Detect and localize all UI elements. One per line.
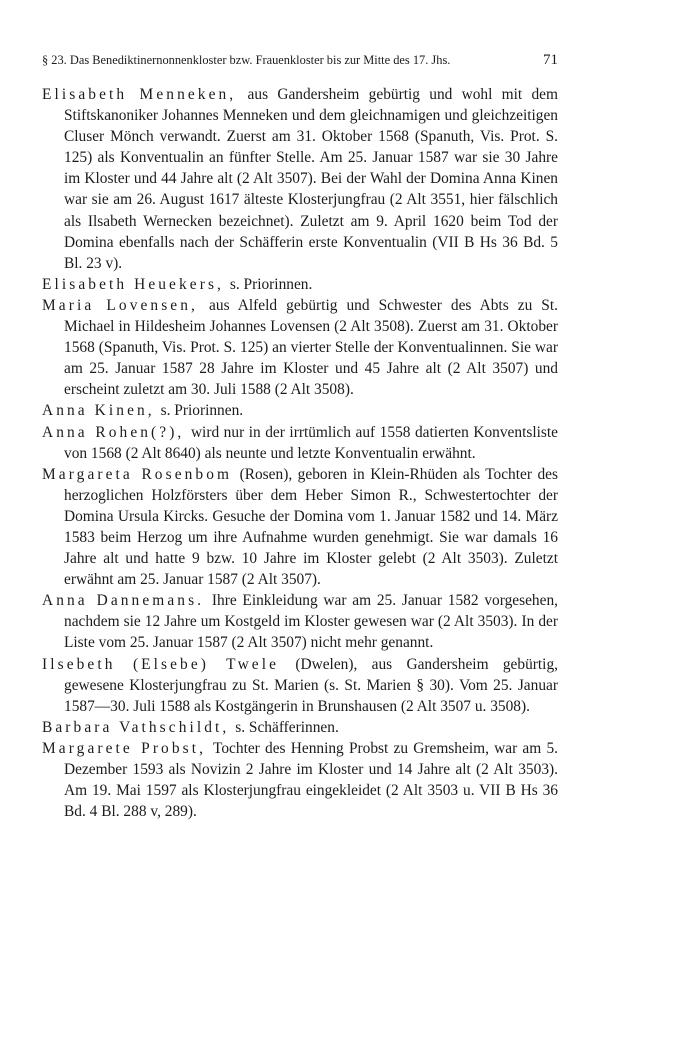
entry-text: (Dwelen), aus Gandersheim gebürtig, gewesene Klosterjungfrau zu St. Marien (s. St. Marien § 30). Vom 25. Januar 1587—30. Juli 1588 als Kostgängerin in Brunshausen (2 Alt 3507 u. 3508). <box>64 655 559 715</box>
entry-anna-dannemans <box>42 590 558 653</box>
entry-name: Margareta Rosenbom <box>42 465 233 483</box>
entry-text: wird nur in der irrtümlich auf 1558 datierten Konventsliste von 1568 (2 Alt 8640) als neunte und letzte Konventualin erwähnt. <box>64 423 559 462</box>
entry-name: Anna Rohen(?), <box>42 423 185 441</box>
page-number: 71 <box>543 52 558 68</box>
entry-text: aus Gandersheim gebürtig und wohl mit dem Stiftskanoniker Johannes Menneken und dem gleichnamigen und gleichzeitigen Cluser Mönch verwandt. Zuerst am 31. Oktober 1568 (Spanuth, Vis. Prot. S. 125) als Konventualin an fünfter Stelle. Am 25. Januar 1587 war sie 30 Jahre im Kloster und 44 Jahre alt (2 Alt 3507). Bei der Wahl der Domina Anna Kinen war sie am 26. August 1617 älteste Klosterjungfrau (2 Alt 3551, hier fälschlich als Ilsabeth Wernecken bezeichnet). Zuletzt am 9. April 1620 beim Tod der Domina ebenfalls nach der Schäfferin erste Konventualin (VII B Hs 36 Bd. 5 Bl. 23 v). <box>64 86 558 272</box>
entry-text: s. Priorinnen. <box>229 275 313 293</box>
entry-anna-kinen <box>42 400 558 421</box>
entry-text: (Rosen), geboren in Klein-Rhüden als Tochter des herzoglichen Holzförsters über dem Heber Simon R., Schwestertochter der Domina Ursula Kircks. Gesuche der Domina vom 1. Januar 1582 und 14. März 1583 beim Herzog um ihre Aufnahme wurden genehmigt. Sie war damals 16 Jahre alt und hatte 9 bzw. 10 Jahre im Kloster gelebt (2 Alt 3503). Zuletzt erwähnt am 25. Januar 1587 (2 Alt 3507). <box>64 465 558 589</box>
running-head-title: § 23. Das Benediktinernonnenkloster bzw. Frauenkloster bis zur Mitte des 17. Jhs. <box>42 53 451 67</box>
entry-text: s. Schäfferinnen. <box>235 718 339 736</box>
entry-maria-lovensen <box>42 295 558 400</box>
entry-name: Margarete Probst, <box>42 739 207 757</box>
entry-text: Ihre Einkleidung war am 25. Januar 1582 vorgesehen, nachdem sie 12 Jahre um Kostgeld im Kloster gewesen war (2 Alt 3503). In der Liste vom 25. Januar 1587 (2 Alt 3507) nicht mehr genannt. <box>64 592 558 652</box>
entry-text: s. Priorinnen. <box>160 402 244 420</box>
entry-barbara-vathschildt <box>42 717 558 738</box>
entry-list <box>42 84 558 822</box>
entry-name: Maria Lovensen, <box>42 296 198 314</box>
entry-elisabeth-heuekers <box>42 274 558 295</box>
entry-margareta-rosenbom <box>42 464 558 591</box>
entry-anna-rohen <box>42 422 558 464</box>
entry-ilsebeth-twele <box>42 654 558 717</box>
entry-elisabeth-menneken <box>42 84 558 274</box>
entry-text: aus Alfeld gebürtig und Schwester des Abts zu St. Michael in Hildesheim Johannes Lovensen (2 Alt 3508). Zuerst am 31. Oktober 1568 (Spanuth, Vis. Prot. S. 125) an vierter Stelle der Konventualinnen. Sie war am 25. Januar 1587 28 Jahre im Kloster und 45 Jahre alt (2 Alt 3507) und erscheint zuletzt am 30. Juli 1588 (2 Alt 3508). <box>64 296 558 399</box>
entry-name: Anna Dannemans. <box>42 592 205 610</box>
entry-name: Ilsebeth (Elsebe) Twele <box>42 655 280 673</box>
entry-text: Tochter des Henning Probst zu Gremsheim, war am 5. Dezember 1593 als Novizin 2 Jahre im Kloster und 14 Jahre alt (2 Alt 3503). Am 19. Mai 1597 als Klosterjungfrau eingekleidet (2 Alt 3503 u. VII B Hs 36 Bd. 4 Bl. 288 v, 289). <box>64 739 558 821</box>
entry-name: Barbara Vathschildt, <box>42 718 230 736</box>
entry-name: Elisabeth Menneken, <box>42 86 237 103</box>
entry-name: Elisabeth Heuekers, <box>42 275 224 293</box>
entry-name: Anna Kinen, <box>42 402 155 420</box>
entry-margarete-probst <box>42 738 558 822</box>
running-head <box>42 50 558 70</box>
